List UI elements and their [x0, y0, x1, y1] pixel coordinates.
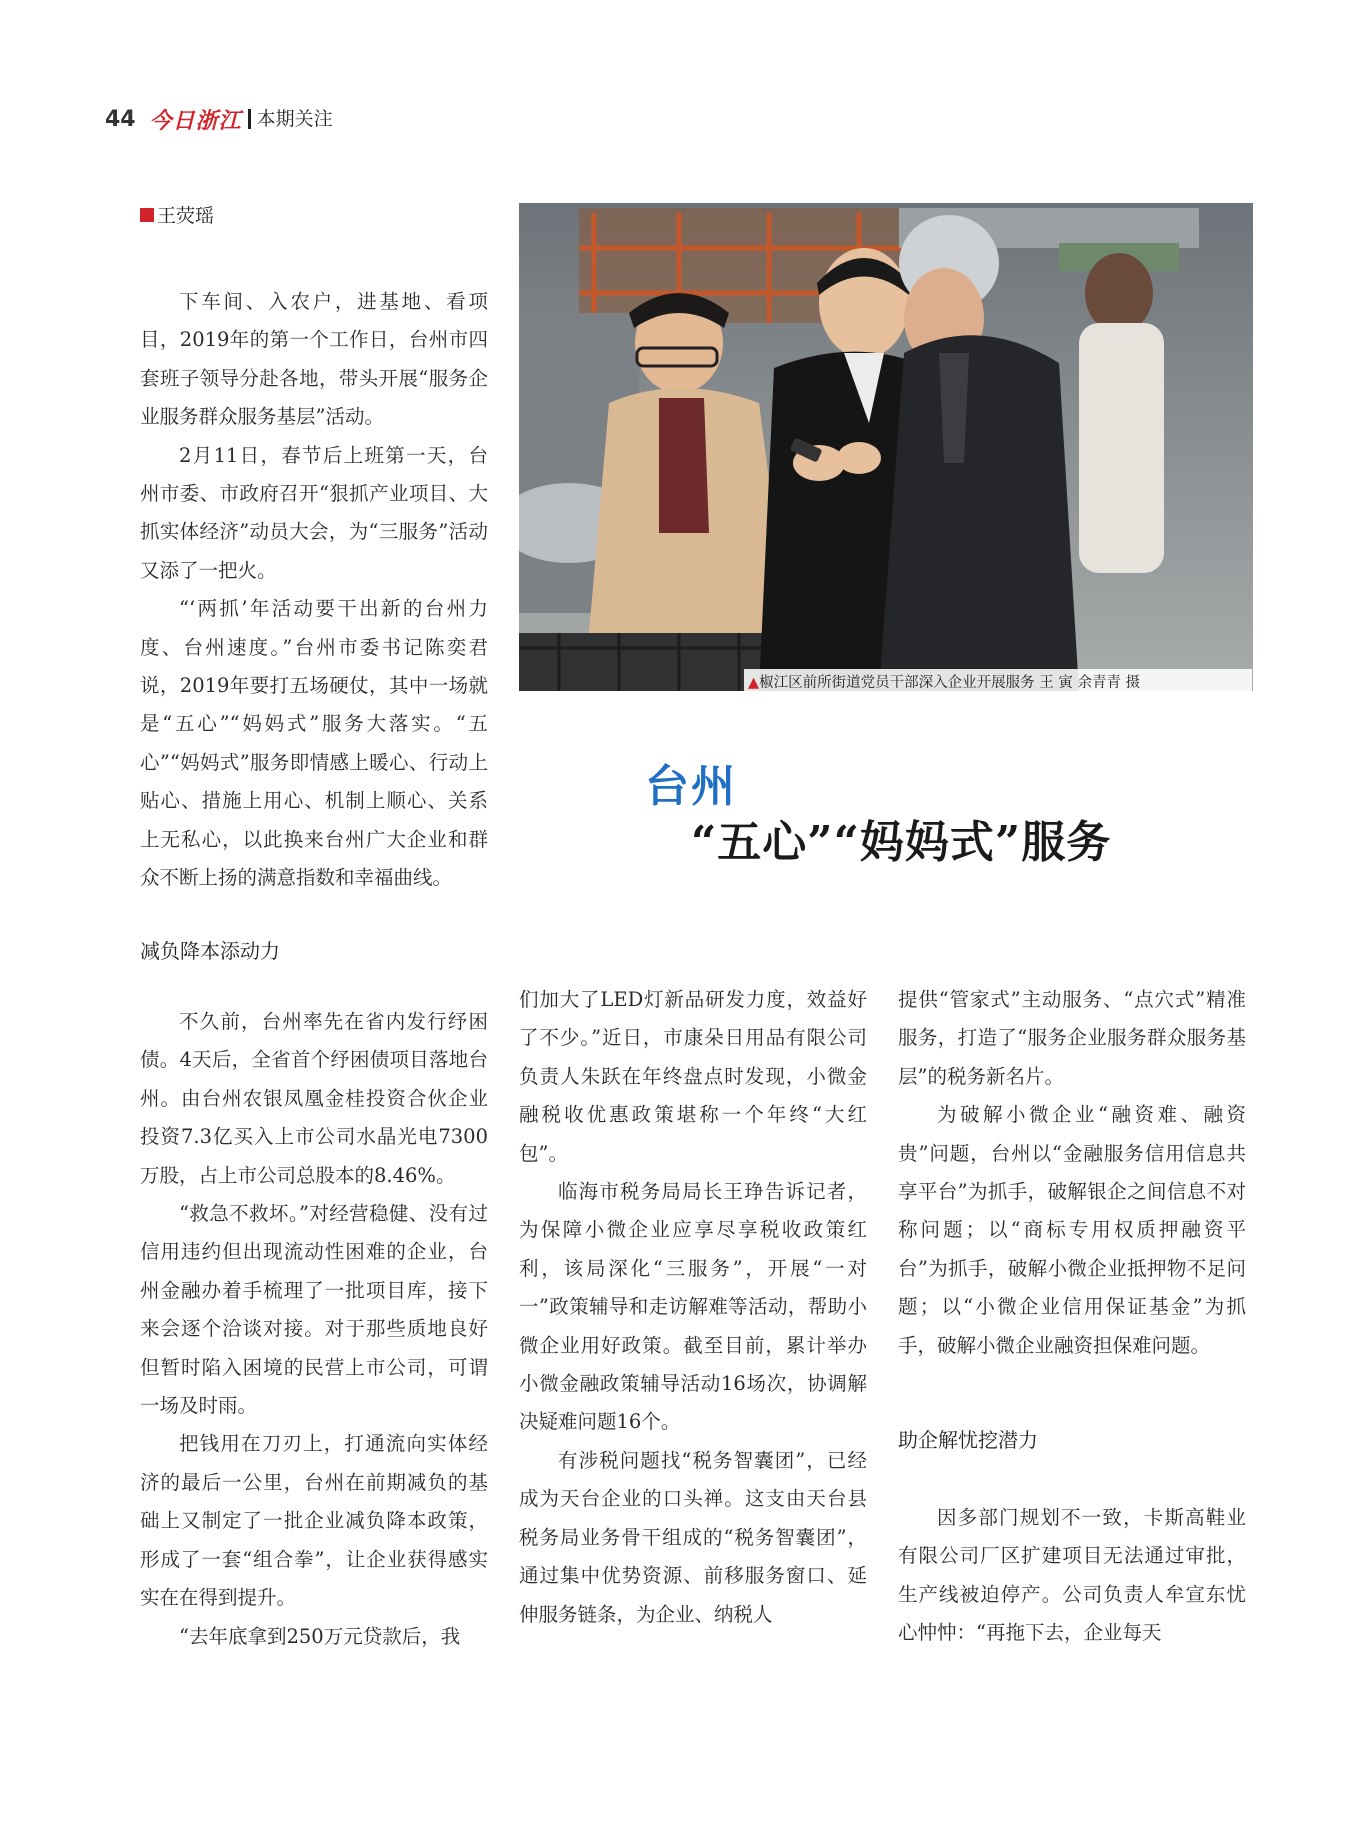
subheading-1: 减负降本添动力: [140, 939, 280, 963]
paragraph: 有涉税问题找“税务智囊团”，已经成为天台企业的口头禅。这支由天台县税务局业务骨干组成的“税务智囊团”，通过集中优势资源、前移服务窗口、延伸服务链条，为企业、纳税人: [519, 1448, 867, 1626]
subheading-2: 助企解忧挖潜力: [898, 1428, 1038, 1452]
paragraph: 因多部门规划不一致，卡斯高鞋业有限公司厂区扩建项目无法通过审批，生产线被迫停产。公司负责人牟宣东忧心忡忡：“再拖下去，企业每天: [898, 1506, 1246, 1645]
paragraph: 们加大了LED灯新品研发力度，效益好了不少。”近日，市康朵日用品有限公司负责人朱跃在年终盘点时发现，小微金融税收优惠政策堪称一个年终“大红包”。: [519, 988, 867, 1165]
author-byline: [140, 201, 214, 228]
paragraph: 为破解小微企业“融资难、融资贵”问题，台州以“金融服务信用信息共享平台”为抓手，破解银企之间信息不对称问题；以“商标专用权质押融资平台”为抓手，破解小微企业抵押物不足问题；以“小微企业信用保证基金”为抓手，破解小微企业融资担保难问题。: [898, 1103, 1246, 1357]
section-label: 本期关注: [248, 109, 333, 129]
paragraph: 把钱用在刀刃上，打通流向实体经济的最后一公里，台州在前期减负的基础上又制定了一批企业减负降本政策，形成了一套“组合拳”，让企业获得感实实在在得到提升。: [140, 1432, 488, 1610]
photo-caption-text: 椒江区前所街道党员干部深入企业开展服务 王 寅 余青青 摄: [759, 675, 1141, 691]
column-2: [519, 981, 867, 1634]
title-city: 台州: [645, 761, 737, 812]
paragraph: 2月11日，春节后上班第一天，台州市委、市政府召开“狠抓产业项目、大抓实体经济”动员大会，为“三服务”活动又添了一把火。: [140, 443, 488, 582]
photo-caption: [744, 669, 1252, 691]
magazine-logo: 今日浙江: [149, 107, 242, 134]
red-square-icon: [140, 208, 154, 222]
article-photo: [519, 203, 1253, 691]
paragraph: “去年底拿到250万元贷款后，我: [179, 1624, 461, 1648]
paragraph: 下车间、入农户，进基地、看项目，2019年的第一个工作日，台州市四套班子领导分赴各地，带头开展“服务企业服务群众服务基层”活动。: [140, 290, 488, 429]
paragraph: 临海市税务局局长王琤告诉记者，为保障小微企业应享尽享税收政策红利，该局深化“三服务”，开展“一对一”政策辅导和走访解难等活动，帮助小微企业用好政策。截至目前，累计举办小微金融政策辅导活动16场次，协调解决疑难问题16个。: [519, 1180, 867, 1434]
title-main: “五心”“妈妈式”服务: [691, 817, 1112, 868]
paragraph: “救急不救坏。”对经营稳健、没有过信用违约但出现流动性困难的企业，台州金融办着手梳理了一批项目库，接下来会逐个洽谈对接。对于那些质地良好但暂时陷入困境的民营上市公司，可谓一场及时雨。: [140, 1202, 488, 1418]
paragraph: 不久前，台州率先在省内发行纾困债。4天后，全省首个纾困债项目落地台州。由台州农银凤凰金桂投资合伙企业投资7.3亿买入上市公司水晶光电7300万股，占上市公司总股本的8.46%。: [140, 1010, 488, 1187]
page-header: [105, 102, 333, 136]
factory-visit-illustration: [519, 203, 1253, 691]
triangle-icon: ▲: [748, 675, 760, 691]
page-number: 44: [105, 106, 136, 132]
paragraph: 提供“管家式”主动服务、“点穴式”精准服务，打造了“服务企业服务群众服务基层”的税务新名片。: [898, 988, 1246, 1088]
paragraph: “‘两抓’年活动要干出新的台州力度、台州速度。”台州市委书记陈奕君说，2019年要打五场硬仗，其中一场就是“五心”“妈妈式”服务大落实。“五心”“妈妈式”服务即情感上暖心、行动上贴心、措施上用心、机制上顺心、关系上无私心，以此换来台州广大企业和群众不断上扬的满意指数和幸福曲线。: [140, 597, 488, 890]
column-3-lower: [898, 1499, 1246, 1653]
column-3-upper: [898, 981, 1246, 1365]
author-name: 王荧瑶: [157, 205, 215, 227]
article-title: [645, 761, 1111, 873]
column-1-upper: [140, 283, 488, 898]
column-1-lower: [140, 1003, 488, 1656]
